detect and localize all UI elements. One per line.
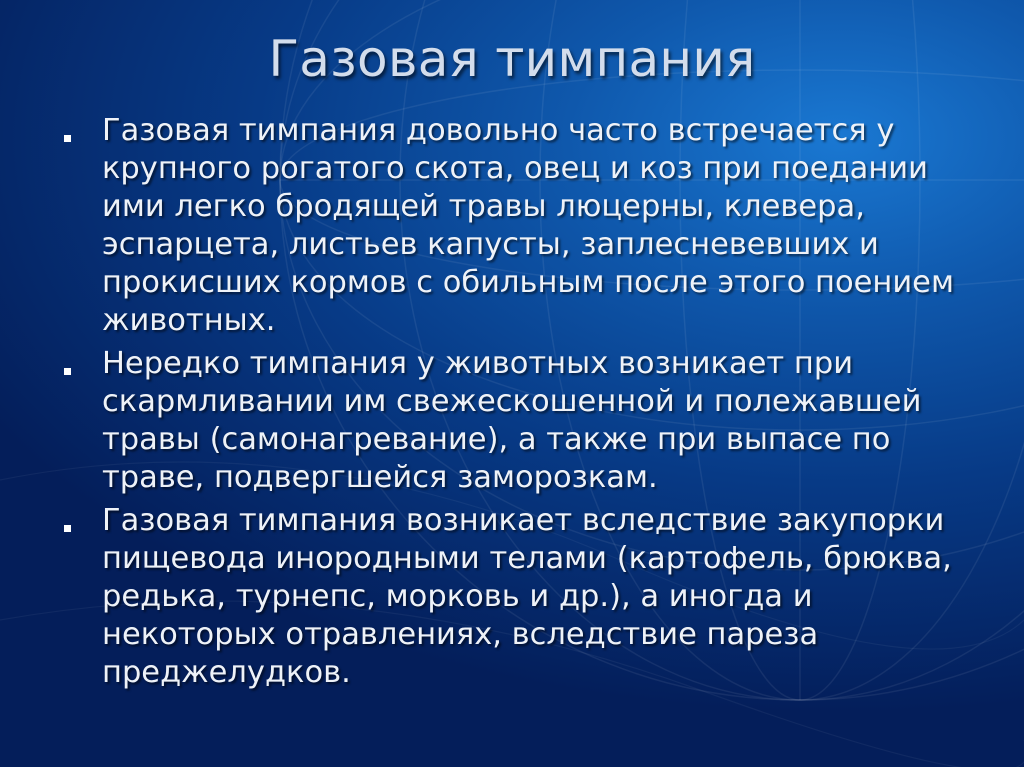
square-bullet-icon [64, 368, 71, 375]
bullet-text: Газовая тимпания довольно часто встречается у крупного рогатого скота, овец и коз при поедании ими легко бродящей травы люцерны, клевера, эспарцета, листьев капусты, заплесневевших и прокисших кормов с обильным после этого поением животных. [102, 113, 954, 338]
square-bullet-icon [64, 525, 71, 532]
bullet-item-2 [60, 345, 990, 497]
bullet-item-3 [60, 502, 990, 692]
slide-title: Газовая тимпания [268, 30, 756, 88]
bullet-text: Нередко тимпания у животных возникает при скармливании им свежескошенной и полежавшей травы (самонагревание), а также при выпасе по траве, подвергшейся заморозкам. [102, 346, 922, 495]
square-bullet-icon [64, 135, 71, 142]
bullet-item-1 [60, 112, 990, 340]
bullet-text: Газовая тимпания возникает вследствие закупорки пищевода инородными телами (картофель, брюква, редька, турнепс, морковь и др.), а иногда и некоторых отравлениях, вследствие пареза преджелудков. [102, 503, 952, 690]
bullet-list [60, 112, 990, 697]
